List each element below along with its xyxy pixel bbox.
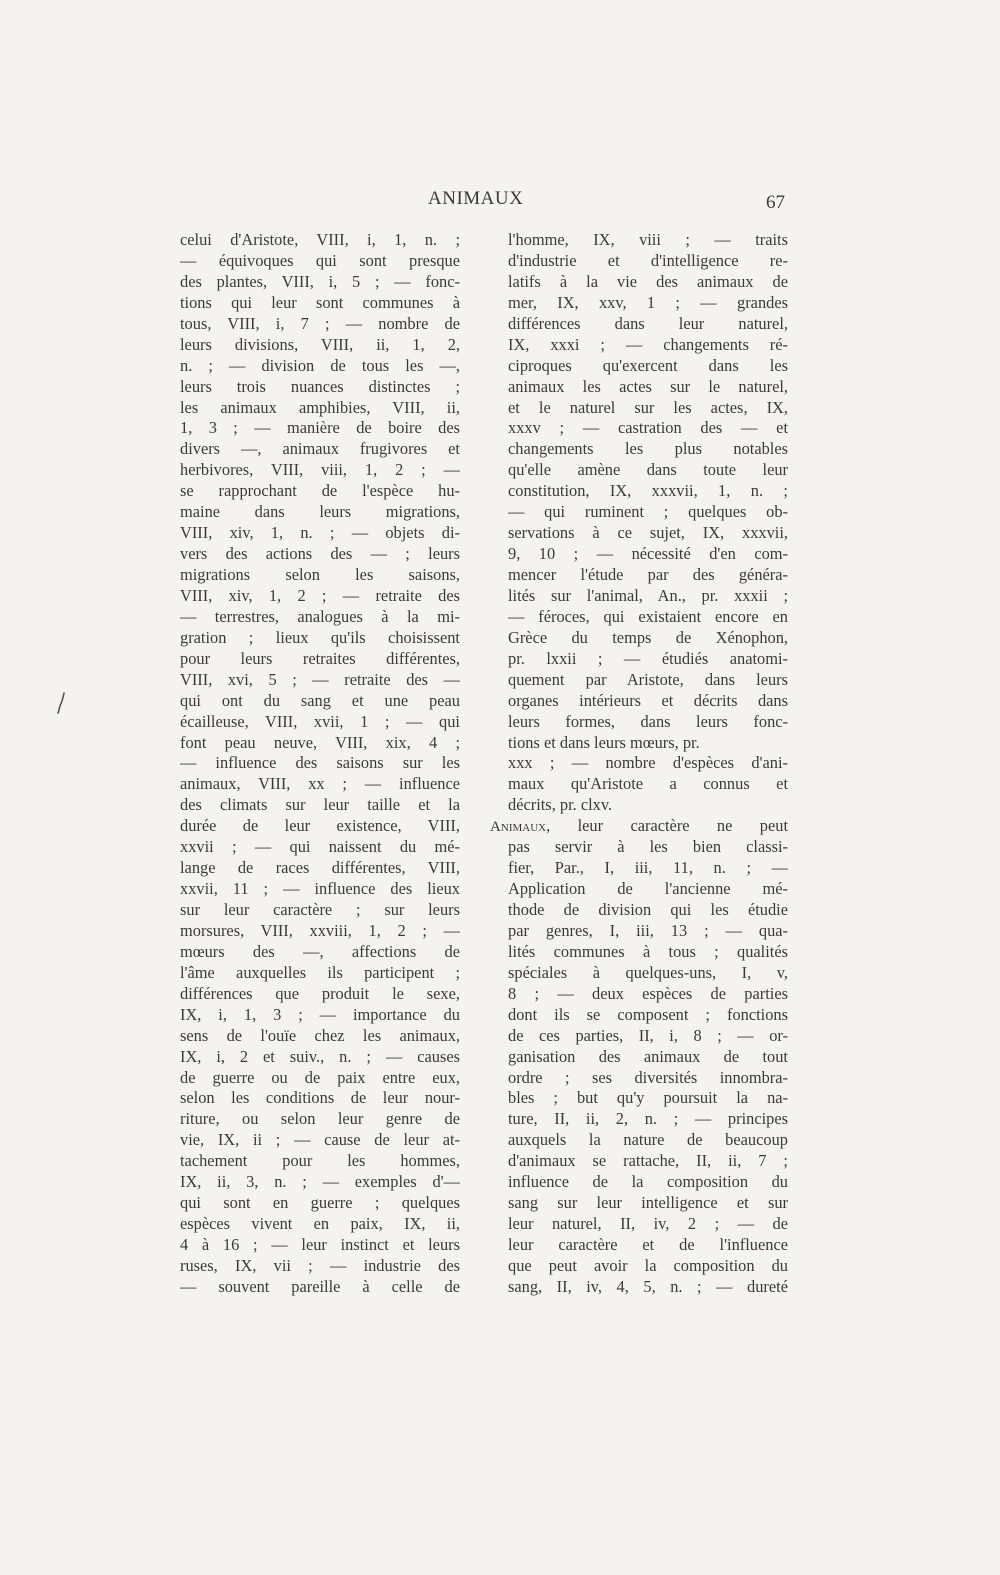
index-line: dont ils se composent ; fonctions: [508, 1004, 788, 1024]
index-line: leurs trois nuances distinctes ;: [180, 376, 460, 396]
index-line: sang, II, iv, 4, 5, n. ; — dureté: [508, 1276, 788, 1296]
index-line: spéciales à quelques-uns, I, v,: [508, 962, 788, 982]
index-line: qu'elle amène dans toute leur: [508, 460, 788, 480]
index-line: — terrestres, analogues à la mi-: [180, 606, 460, 626]
index-line: pr. lxxii ; — étudiés anatomi-: [508, 648, 788, 668]
index-line: — souvent pareille à celle de: [180, 1276, 460, 1296]
index-line: sens de l'ouïe chez les animaux,: [180, 1025, 460, 1045]
index-column-right: [490, 230, 788, 1298]
index-line: par genres, I, iii, 13 ; — qua-: [508, 920, 788, 940]
index-line: influence de la composition du: [508, 1172, 788, 1192]
index-line: xxvii ; — qui naissent du mé-: [180, 837, 460, 857]
index-line: différences dans leur naturel,: [508, 313, 788, 333]
index-line: ture, II, ii, 2, n. ; — principes: [508, 1109, 788, 1129]
index-line: leurs divisions, VIII, ii, 1, 2,: [180, 334, 460, 354]
index-line: changements les plus notables: [508, 439, 788, 459]
index-line: latifs à la vie des animaux de: [508, 271, 788, 291]
index-line: servations à ce sujet, IX, xxxvii,: [508, 523, 788, 543]
index-line: gration ; lieux qu'ils choisissent: [180, 627, 460, 647]
index-line: animaux les actes sur le naturel,: [508, 376, 788, 396]
index-line: vers des actions des — ; leurs: [180, 544, 460, 564]
index-line: herbivores, VIII, viii, 1, 2 ; —: [180, 460, 460, 480]
index-line: tions et dans leurs mœurs, pr.: [508, 732, 700, 752]
index-line: et le naturel sur les actes, IX,: [508, 397, 788, 417]
index-line: des climats sur leur taille et la: [180, 795, 460, 815]
index-line: l'âme auxquelles ils participent ;: [180, 962, 460, 982]
index-line: maux qu'Aristote a connus et: [508, 774, 788, 794]
index-line: IX, i, 1, 3 ; — importance du: [180, 1004, 460, 1024]
index-line: les animaux amphibies, VIII, ii,: [180, 397, 460, 417]
index-line: écailleuse, VIII, xvii, 1 ; — qui: [180, 711, 460, 731]
index-line: ordre ; ses diversités innombra-: [508, 1067, 788, 1087]
index-line: lités sur l'animal, An., pr. xxxii ;: [508, 585, 788, 605]
index-line: tachement pour les hommes,: [180, 1151, 460, 1171]
index-line: n. ; — division de tous les —,: [180, 355, 460, 375]
index-line: — féroces, qui existaient encore en: [508, 606, 788, 626]
index-line: Animaux, leur caractère ne peut: [490, 816, 788, 836]
index-line: leurs formes, dans leurs fonc-: [508, 711, 788, 731]
index-line: d'industrie et d'intelligence re-: [508, 250, 788, 270]
index-line: qui ont du sang et une peau: [180, 690, 460, 710]
index-line: pas servir à les bien classi-: [508, 837, 788, 857]
index-line: d'animaux se rattache, II, ii, 7 ;: [508, 1151, 788, 1171]
index-line: mencer l'étude par des généra-: [508, 565, 788, 584]
index-line: VIII, xiv, 1, 2 ; — retraite des: [180, 585, 460, 605]
index-line: espèces vivent en paix, IX, ii,: [180, 1214, 460, 1234]
index-line: qui sont en guerre ; quelques: [180, 1193, 460, 1213]
index-line: leur caractère et de l'influence: [508, 1235, 788, 1254]
index-line: sur leur caractère ; sur leurs: [180, 900, 460, 919]
index-line: ciproques qu'exercent dans les: [508, 355, 788, 375]
index-line: fier, Par., I, iii, 11, n. ; —: [508, 858, 788, 878]
index-line: selon les conditions de leur nour-: [180, 1088, 460, 1108]
index-line: décrits, pr. clxv.: [508, 795, 613, 815]
index-line: des plantes, VIII, i, 5 ; — fonc-: [180, 271, 460, 291]
index-line: 4 à 16 ; — leur instinct et leurs: [180, 1235, 460, 1254]
index-line: mœurs des —, affections de: [180, 941, 460, 961]
index-line: xxxv ; — castration des — et: [508, 418, 788, 438]
index-line: durée de leur existence, VIII,: [180, 816, 460, 836]
index-line: tous, VIII, i, 7 ; — nombre de: [180, 313, 460, 333]
index-line: thode de division qui les étudie: [508, 900, 788, 919]
index-line: divers —, animaux frugivores et: [180, 439, 460, 459]
index-line: 8 ; — deux espèces de parties: [508, 983, 788, 1003]
index-line: riture, ou selon leur genre de: [180, 1109, 460, 1129]
index-line: 1, 3 ; — manière de boire des: [180, 418, 460, 438]
index-line: mer, IX, xxv, 1 ; — grandes: [508, 292, 788, 312]
index-line: font peau neuve, VIII, xix, 4 ;: [180, 732, 460, 752]
index-line: vie, IX, ii ; — cause de leur at-: [180, 1130, 460, 1150]
index-line: celui d'Aristote, VIII, i, 1, n. ;: [180, 230, 460, 249]
index-line: xxx ; — nombre d'espèces d'ani-: [508, 753, 788, 773]
index-line: Application de l'ancienne mé-: [508, 879, 788, 899]
margin-pen-mark: [57, 692, 67, 714]
index-line: que peut avoir la composition du: [508, 1255, 788, 1275]
index-line: IX, xxxi ; — changements ré-: [508, 334, 788, 354]
index-line: maine dans leurs migrations,: [180, 502, 460, 522]
index-line: xxvii, 11 ; — influence des lieux: [180, 879, 460, 899]
running-head: [0, 188, 1000, 214]
index-line: IX, ii, 3, n. ; — exemples d'—: [180, 1172, 460, 1192]
index-line: Grèce du temps de Xénophon,: [508, 627, 788, 647]
index-line: IX, i, 2 et suiv., n. ; — causes: [180, 1046, 460, 1066]
running-title: ANIMAUX: [428, 188, 524, 209]
index-line: ganisation des animaux de tout: [508, 1046, 788, 1066]
index-line: quement par Aristote, dans leurs: [508, 669, 788, 689]
index-line: — influence des saisons sur les: [180, 753, 460, 773]
index-line: ruses, IX, vii ; — industrie des: [180, 1255, 460, 1275]
index-line: pour leurs retraites différentes,: [180, 648, 460, 668]
index-line: de guerre ou de paix entre eux,: [180, 1067, 460, 1087]
index-line: 9, 10 ; — nécessité d'en com-: [508, 544, 788, 564]
index-line: l'homme, IX, viii ; — traits: [508, 230, 788, 249]
index-line: différences que produit le sexe,: [180, 983, 460, 1003]
index-line: lités communes à tous ; qualités: [508, 941, 788, 961]
index-line: leur naturel, II, iv, 2 ; — de: [508, 1214, 788, 1234]
index-line: VIII, xvi, 5 ; — retraite des —: [180, 669, 460, 689]
index-line: VIII, xiv, 1, n. ; — objets di-: [180, 523, 460, 543]
index-line: morsures, VIII, xxviii, 1, 2 ; —: [180, 920, 460, 940]
index-line: lange de races différentes, VIII,: [180, 858, 460, 878]
index-line: constitution, IX, xxxvii, 1, n. ;: [508, 481, 788, 501]
index-line: se rapprochant de l'espèce hu-: [180, 481, 460, 501]
page-number: 67: [766, 192, 785, 213]
index-line: organes intérieurs et décrits dans: [508, 690, 788, 710]
index-line: sang sur leur intelligence et sur: [508, 1193, 788, 1213]
index-line: — équivoques qui sont presque: [180, 250, 460, 270]
index-line: — qui ruminent ; quelques ob-: [508, 502, 788, 522]
index-column-left: [180, 230, 460, 1298]
index-line: auxquels la nature de beaucoup: [508, 1130, 788, 1150]
index-line: animaux, VIII, xx ; — influence: [180, 774, 460, 794]
index-line: migrations selon les saisons,: [180, 565, 460, 584]
index-line: de ces parties, II, i, 8 ; — or-: [508, 1025, 788, 1045]
index-line: tions qui leur sont communes à: [180, 292, 460, 312]
index-line: bles ; but qu'y poursuit la na-: [508, 1088, 788, 1108]
